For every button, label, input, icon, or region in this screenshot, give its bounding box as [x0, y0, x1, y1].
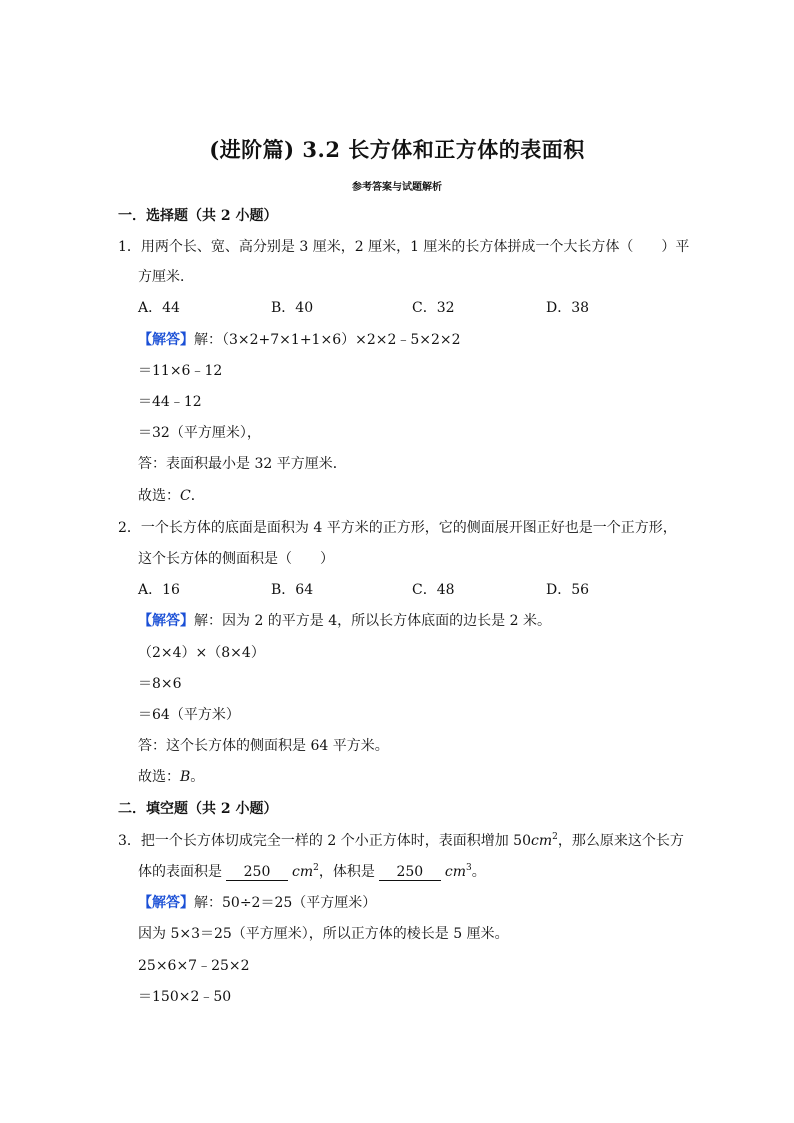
q2-answer	[138, 611, 551, 631]
page-subtitle: 参考答案与试题解析	[352, 182, 442, 193]
q1-option-d: D．38	[546, 300, 590, 316]
q1-step-2: ＝44﹣12	[138, 394, 202, 410]
q1-choice	[138, 486, 205, 506]
q2-option-d: D．56	[546, 582, 590, 598]
q3-step-1: 因为 5×3＝25（平方厘米），所以正方体的棱长是 5 厘米。	[138, 926, 509, 942]
q1-answer	[138, 330, 461, 350]
q2-text-line1: 2．一个长方体的底面是面积为 4 平方米的正方形，它的侧面展开图正好也是一个正方形，	[118, 520, 677, 536]
q1-step-4: 答：表面积最小是 32 平方厘米．	[138, 456, 347, 472]
q3-step-2: 25×6×7﹣25×2	[138, 958, 250, 974]
q3-line1-exp: 2	[552, 832, 558, 842]
q1-choice-prefix: 故选：	[138, 488, 180, 504]
q2-text-line2: 这个长方体的侧面积是（ ）	[138, 551, 334, 567]
q3-blank-area: 250	[226, 864, 288, 881]
q3-answer-first: 解：50÷2＝25（平方厘米）	[194, 895, 377, 911]
q2-choice	[138, 767, 204, 787]
answer-tag: 【解答】	[138, 613, 194, 629]
q2-answer-first: 解：因为 2 的平方是 4，所以长方体底面的边长是 2 米。	[194, 613, 551, 629]
q3-exp2: 3	[465, 863, 472, 873]
q2-option-b: B．64	[271, 582, 314, 598]
q3-unit2: cm	[444, 864, 466, 880]
q3-text-line1	[118, 831, 684, 851]
q2-step-3: ＝64（平方米）	[138, 707, 240, 723]
q1-choice-suffix: ．	[190, 488, 205, 504]
q1-option-b: B．40	[271, 300, 314, 316]
q2-option-a: A．16	[138, 582, 180, 598]
q3-line1-a: 3．把一个长方体切成完全一样的 2 个小正方体时，表面积增加 50	[118, 833, 531, 849]
q2-step-4: 答：这个长方体的侧面积是 64 平方米。	[138, 738, 389, 754]
q2-choice-suffix: 。	[190, 769, 205, 785]
q1-text-line1: 1．用两个长、宽、高分别是 3 厘米，2 厘米，1 厘米的长方体拼成一个大长方体（ ）平	[118, 239, 690, 255]
q2-step-2: ＝8×6	[138, 676, 182, 692]
section-heading-fill: 二．填空题（共 2 小题）	[118, 801, 278, 817]
q2-option-c: C．48	[412, 582, 455, 598]
q3-line1-b: ，那么原来这个长方	[557, 833, 684, 849]
answer-tag: 【解答】	[138, 332, 194, 348]
q1-option-c: C．32	[412, 300, 455, 316]
q1-choice-letter: C	[180, 488, 191, 504]
q3-line1-unit: cm	[530, 833, 553, 849]
page-title: (进阶篇) 3.2 长方体和正方体的表面积	[209, 137, 585, 162]
q1-step-1: ＝11×6﹣12	[138, 363, 223, 379]
q3-text-line2	[138, 862, 486, 882]
q1-answer-first: 解：（3×2+7×1+1×6）×2×2﹣5×2×2	[194, 332, 461, 348]
q3-exp1: 2	[313, 863, 319, 873]
q3-answer	[138, 893, 376, 913]
q3-unit1: cm	[292, 864, 314, 880]
q2-choice-letter: B	[180, 769, 191, 785]
answer-tag: 【解答】	[138, 895, 194, 911]
q3-line2-b: ，体积是	[318, 864, 375, 880]
q1-option-a: A．44	[138, 300, 180, 316]
section-heading-choice: 一．选择题（共 2 小题）	[118, 208, 278, 224]
q3-blank-volume: 250	[379, 864, 441, 881]
q3-line2-c: 。	[471, 864, 486, 880]
q1-text-line2: 方厘米．	[138, 269, 194, 285]
q2-choice-prefix: 故选：	[138, 769, 180, 785]
q1-step-3: ＝32（平方厘米），	[138, 425, 261, 441]
q2-step-1: （2×4）×（8×4）	[138, 645, 265, 661]
q3-line2-a: 体的表面积是	[138, 864, 222, 880]
q3-step-3: ＝150×2﹣50	[138, 989, 232, 1005]
